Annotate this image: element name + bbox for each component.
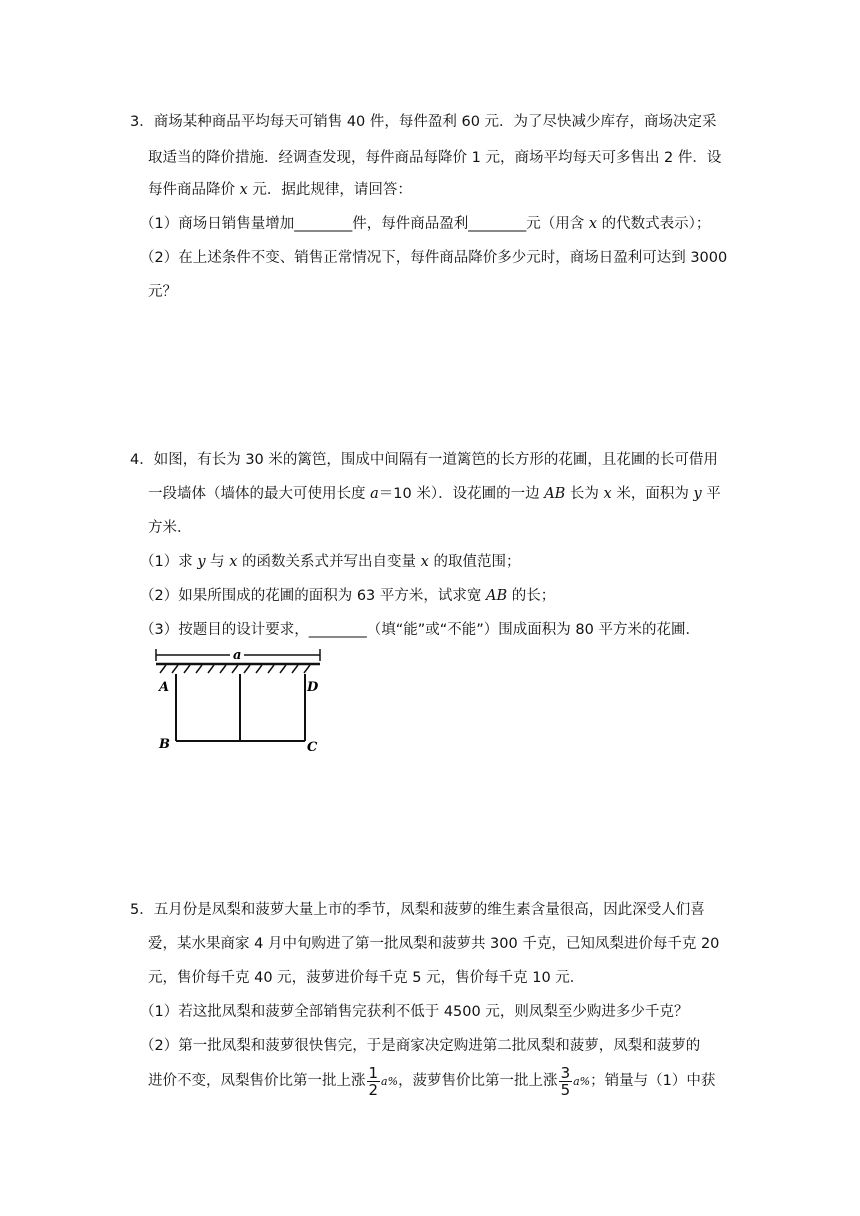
point-d-label: D <box>307 680 319 695</box>
q4-segment-ab: AB <box>544 486 566 502</box>
q3-part-1 <box>140 214 710 234</box>
q5-part-2: （2）第一批凤梨和菠萝很快售完，于是商家决定购进第二批凤梨和菠萝，凤梨和菠萝的 <box>140 1038 701 1054</box>
q4-variable-y: y <box>693 486 702 502</box>
q4-line-3: 方米． <box>148 520 192 536</box>
q3-part-2-cont: 元？ <box>148 284 177 300</box>
q4-text: 的取值范围； <box>428 554 521 570</box>
q3-variable-x: x <box>588 216 598 232</box>
q4-text: ＝10 米）．设花圃的一边 <box>378 486 545 502</box>
q4-segment-ab: AB <box>486 588 508 604</box>
q5-line-2: 爱，某水果商家 4 月中旬购进了第一批凤梨和菠萝共 300 千克，已知凤梨进价每千克 20 <box>148 936 720 952</box>
q4-text: 平 <box>701 486 721 502</box>
garden-figure <box>148 644 338 756</box>
q5-line-1: 5．五月份是凤梨和菠萝大量上市的季节，凤梨和菠萝的维生素含量很高，因此深受人们喜 <box>130 902 705 918</box>
fraction-denominator: 2 <box>368 1080 379 1099</box>
q4-variable-x: x <box>229 554 238 570</box>
q3-line-1: 3．商场某种商品平均每天可销售 40 件，每件盈利 60 元．为了尽快减少库存，商场决定采 <box>130 114 717 130</box>
q3-text: 元．据此规律，请回答： <box>247 182 412 198</box>
point-b-label: B <box>159 737 170 752</box>
q4-text: 长为 <box>565 486 604 502</box>
q4-text: （2）如果所围成的花圃的面积为 63 平方米，试求宽 <box>140 588 487 604</box>
fraction-one-half <box>367 1065 381 1098</box>
q5-text: ；销量与（1）中获 <box>590 1073 716 1089</box>
q3-text: 每件商品降价 <box>148 182 240 198</box>
q4-text: 的函数关系式并写出自变量 <box>237 554 421 570</box>
point-a-label: A <box>159 680 170 695</box>
q4-text: 一段墙体（墙体的最大可使用长度 <box>148 486 371 502</box>
q4-text: 米，面积为 <box>611 486 694 502</box>
q5-line-3: 元，售价每千克 40 元，菠萝进价每千克 5 元，售价每千克 10 元． <box>148 970 585 986</box>
q4-part-3: （3）按题目的设计要求，________（填“能”或“不能”）围成面积为 80 平方米的花圃． <box>140 622 700 638</box>
q4-text: （1）求 <box>140 554 198 570</box>
fraction-denominator: 5 <box>560 1080 571 1099</box>
wall-length-label: a <box>233 648 242 663</box>
q3-variable-x: x <box>239 182 248 198</box>
q3-line-3 <box>148 180 412 200</box>
wall-hatching <box>160 665 310 673</box>
q4-part-1 <box>140 552 520 572</box>
point-c-label: C <box>307 740 318 755</box>
q5-part-1: （1）若这批凤梨和菠萝全部销售完获利不低于 4500 元，则凤梨至少购进多少千克？ <box>140 1004 689 1020</box>
q3-part-2: （2）在上述条件不变、销售正常情况下，每件商品降价多少元时，商场日盈利可达到 3000 <box>140 250 728 266</box>
q4-line-2 <box>148 484 721 504</box>
q4-variable-a: a <box>370 486 379 502</box>
q4-text: 的长； <box>507 588 556 604</box>
fraction-three-fifths <box>559 1065 573 1098</box>
q5-part-2-cont <box>148 1064 715 1099</box>
q4-variable-x: x <box>603 486 612 502</box>
fraction-numerator: 1 <box>368 1063 379 1082</box>
q4-line-1: 4．如图，有长为 30 米的篱笆，围成中间隔有一道篱笆的长方形的花圃，且花圃的长可借用 <box>130 452 718 468</box>
q5-text: ，菠萝售价比第一批上涨 <box>398 1073 558 1089</box>
q3-line-2: 取适当的降价措施．经调查发现，每件商品每降价 1 元，商场平均每天可多售出 2 件．设 <box>148 150 722 166</box>
q4-variable-y: y <box>197 554 206 570</box>
q3-text: 的代数式表示）； <box>597 216 711 232</box>
q3-text: （1）商场日销售量增加________件，每件商品盈利________元（用含 <box>140 216 589 232</box>
q4-part-2 <box>140 586 555 606</box>
q4-text: 与 <box>205 554 230 570</box>
q4-variable-x: x <box>420 554 429 570</box>
percent-a: a% <box>381 1075 399 1088</box>
fraction-numerator: 3 <box>560 1063 571 1082</box>
percent-a: a% <box>573 1075 591 1088</box>
q5-text: 进价不变，凤梨售价比第一批上涨 <box>148 1073 366 1089</box>
